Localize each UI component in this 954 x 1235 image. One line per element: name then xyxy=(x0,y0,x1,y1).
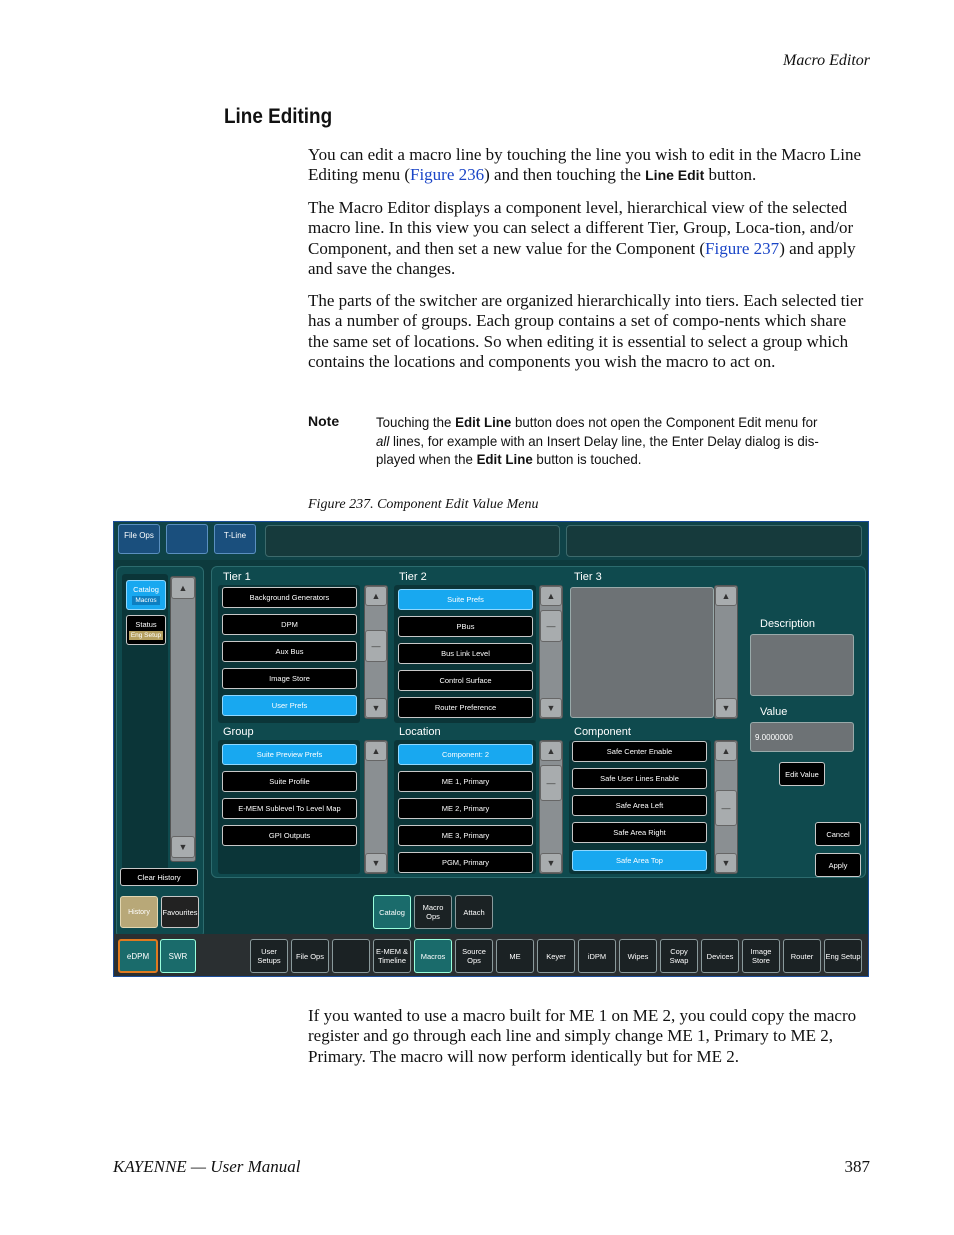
list-item[interactable]: ME 2, Primary xyxy=(398,798,533,819)
list-item[interactable]: Safe Area Left xyxy=(572,795,707,816)
nav-idpm[interactable]: iDPM xyxy=(578,939,616,973)
figure-caption: Figure 237. Component Edit Value Menu xyxy=(308,497,539,512)
component-label: Component xyxy=(574,726,631,738)
nav-me[interactable]: ME xyxy=(496,939,534,973)
page-number: 387 xyxy=(844,1157,870,1176)
paragraph: The Macro Editor displays a component level, hierarchical view of the selected macro line. In this view you can select a different Tier, Group, Loca-tion, and/or Component, and then set a new value for the Component (Figure 237) and apply and save the changes. xyxy=(308,198,856,278)
nav-router[interactable]: Router xyxy=(783,939,821,973)
nav-user-setups[interactable]: User Setups xyxy=(250,939,288,973)
list-item[interactable]: Safe Center Enable xyxy=(572,741,707,762)
list-item[interactable]: Safe User Lines Enable xyxy=(572,768,707,789)
list-item[interactable]: Router Preference xyxy=(398,697,533,718)
scroll-down-icon[interactable]: ▼ xyxy=(365,853,387,873)
nav-blank[interactable] xyxy=(332,939,370,973)
value-label: Value xyxy=(760,706,788,718)
list-item[interactable]: Suite Profile xyxy=(222,771,357,792)
scroll-thumb[interactable]: — xyxy=(540,765,562,801)
swr-button[interactable]: SWR xyxy=(160,939,196,973)
nav-keyer[interactable]: Keyer xyxy=(537,939,575,973)
scroll-down-icon[interactable]: ▼ xyxy=(540,853,562,873)
tab-t-line[interactable]: T-Line xyxy=(214,524,256,554)
nav-devices[interactable]: Devices xyxy=(701,939,739,973)
list-item[interactable]: GPI Outputs xyxy=(222,825,357,846)
nav-wipes[interactable]: Wipes xyxy=(619,939,657,973)
scroll-down-icon[interactable]: ▼ xyxy=(171,836,195,858)
paragraph: If you wanted to use a macro built for ME 1 on ME 2, you could copy the macro register and go through each line and simply change ME 1, Primary to ME 2, Primary. The macro will now perform identically but for ME 2. xyxy=(308,1006,857,1066)
list-item[interactable]: Bus Link Level xyxy=(398,643,533,664)
tier3-list xyxy=(570,587,714,718)
list-item[interactable]: ME 1, Primary xyxy=(398,771,533,792)
scroll-thumb[interactable]: — xyxy=(715,790,737,826)
scroll-up-icon[interactable]: ▲ xyxy=(365,741,387,761)
apply-button[interactable]: Apply xyxy=(815,853,861,877)
catalog-button[interactable]: Catalog Macros xyxy=(126,580,166,610)
paragraph: You can edit a macro line by touching the line you wish to edit in the Macro Line Editing menu (Figure 236) and then touching the Line Edit button. xyxy=(308,145,862,185)
list-item[interactable]: ME 3, Primary xyxy=(398,825,533,846)
list-item-selected[interactable]: Safe Area Top xyxy=(572,850,707,871)
list-item[interactable]: Control Surface xyxy=(398,670,533,691)
tab-file-ops[interactable]: File Ops xyxy=(118,524,160,554)
component-edit-value-menu xyxy=(113,521,869,977)
scroll-down-icon[interactable]: ▼ xyxy=(365,698,387,718)
cancel-button[interactable]: Cancel xyxy=(815,822,861,846)
scroll-down-icon[interactable]: ▼ xyxy=(540,698,562,718)
scroll-up-icon[interactable]: ▲ xyxy=(715,741,737,761)
status-field xyxy=(566,525,862,557)
left-scrollbar[interactable] xyxy=(170,576,196,862)
nav-eng-setup[interactable]: Eng Setup xyxy=(824,939,862,973)
edpm-button[interactable]: eDPM xyxy=(118,939,158,973)
tab-catalog[interactable]: Catalog xyxy=(373,895,411,929)
paragraph: The parts of the switcher are organized hierarchically into tiers. Each selected tier has a number of groups. Each group contains a set of compo-nents which share the same set of locations. So when editing it is essential to select a group which contains the locations and components you wish the macro to act on. xyxy=(308,291,864,371)
scroll-up-icon[interactable]: ▲ xyxy=(171,577,195,599)
list-item[interactable]: Safe Area Right xyxy=(572,822,707,843)
nav-copy-swap[interactable]: Copy Swap xyxy=(660,939,698,973)
tab-blank[interactable] xyxy=(166,524,208,554)
description-field xyxy=(750,634,854,696)
list-item[interactable]: Image Store xyxy=(222,668,357,689)
list-item-selected[interactable]: User Prefs xyxy=(222,695,357,716)
history-button[interactable]: History xyxy=(120,896,158,928)
nav-emem-timeline[interactable]: E-MEM & Timeline xyxy=(373,939,411,973)
figure-link[interactable]: Figure 237 xyxy=(705,238,780,258)
running-header: Macro Editor xyxy=(783,52,870,69)
clear-history-button[interactable]: Clear History xyxy=(120,868,198,886)
description-label: Description xyxy=(760,618,816,630)
nav-macros[interactable]: Macros xyxy=(414,939,452,973)
nav-source-ops[interactable]: Source Ops xyxy=(455,939,493,973)
list-item[interactable]: PGM, Primary xyxy=(398,852,533,873)
note-text: Touching the Edit Line button does not open the Component Edit menu for all lines, for example with an Insert Delay line, the Enter Delay dialog is dis-played when the Edit Line button is touched. xyxy=(376,414,819,467)
nav-file-ops[interactable]: File Ops xyxy=(291,939,329,973)
list-item-selected[interactable]: Suite Preview Prefs xyxy=(222,744,357,765)
group-label: Group xyxy=(223,726,254,738)
list-item[interactable]: Background Generators xyxy=(222,587,357,608)
list-item[interactable]: E-MEM Sublevel To Level Map xyxy=(222,798,357,819)
list-item-selected[interactable]: Suite Prefs xyxy=(398,589,533,610)
favourites-button[interactable]: Favourites xyxy=(161,896,199,928)
tier1-label: Tier 1 xyxy=(223,571,251,583)
tier3-label: Tier 3 xyxy=(574,571,602,583)
nav-image-store[interactable]: Image Store xyxy=(742,939,780,973)
scroll-down-icon[interactable]: ▼ xyxy=(715,698,737,718)
scroll-up-icon[interactable]: ▲ xyxy=(540,586,562,606)
scroll-thumb[interactable]: — xyxy=(365,630,387,662)
status-field xyxy=(265,525,560,557)
tier2-label: Tier 2 xyxy=(399,571,427,583)
tab-attach[interactable]: Attach xyxy=(455,895,493,929)
footer-title: KAYENNE — User Manual xyxy=(113,1157,301,1176)
scroll-up-icon[interactable]: ▲ xyxy=(365,586,387,606)
note-label: Note xyxy=(308,413,340,429)
status-button[interactable]: Status Eng Setup xyxy=(126,615,166,645)
list-item[interactable]: DPM xyxy=(222,614,357,635)
scroll-down-icon[interactable]: ▼ xyxy=(715,853,737,873)
scroll-thumb[interactable]: — xyxy=(540,610,562,642)
section-title: Line Editing xyxy=(224,105,333,128)
edit-value-button[interactable]: Edit Value xyxy=(779,762,825,786)
location-label: Location xyxy=(399,726,441,738)
list-item[interactable]: Aux Bus xyxy=(222,641,357,662)
value-field[interactable]: 9.0000000 xyxy=(750,722,854,752)
scroll-up-icon[interactable]: ▲ xyxy=(715,586,737,606)
scroll-up-icon[interactable]: ▲ xyxy=(540,741,562,761)
figure-link[interactable]: Figure 236 xyxy=(409,165,485,185)
list-item-selected[interactable]: Component: 2 xyxy=(398,744,533,765)
list-item[interactable]: PBus xyxy=(398,616,533,637)
tab-macro-ops[interactable]: Macro Ops xyxy=(414,895,452,929)
